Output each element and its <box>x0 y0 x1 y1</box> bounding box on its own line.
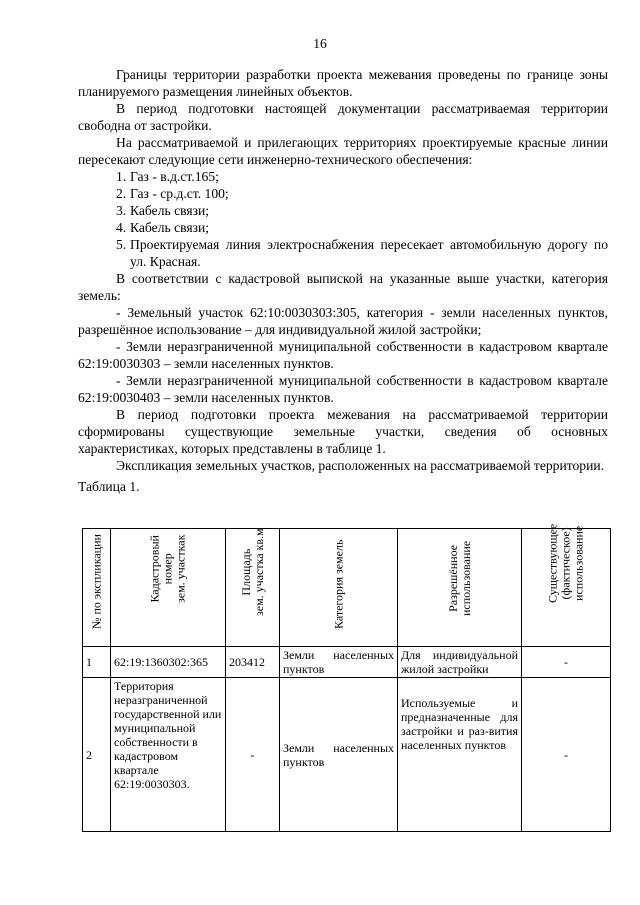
header-cell-permitted: Разрешённое использование <box>398 529 522 647</box>
header-cell-cadastral: Кадастровый номер зем. участкак <box>111 529 226 647</box>
table-row <box>83 678 611 832</box>
bullet-municipal-0030303: - Земли неразграниченной муниципальной собственности в кадастровом квартале 62:19:0030303 – земли населенных пунктов. <box>78 339 608 371</box>
cell-permitted: Для индивидуальной жилой застройки <box>398 647 522 678</box>
paragraph-category-intro: В соответствии с кадастровой выпиской на указанные выше участки, категория земель: <box>78 271 608 303</box>
table-row <box>83 647 611 678</box>
list-item: 2. Газ - ср.д.ст. 100; <box>116 186 229 201</box>
cell-number: 2 <box>83 678 111 832</box>
header-cell-area: Площадь зем. участка кв.м <box>226 529 280 647</box>
cell-cadastral: Территория неразграниченной государственной или муниципальной собственности в кадастровом квартале 62:19:0030303. <box>111 678 226 832</box>
paragraph-free-territory: В период подготовки настоящей документации рассматриваемая территории свободна от застройки. <box>78 101 608 133</box>
paragraph-boundaries: Границы территории разработки проекта межевания проведены по границе зоны планируемого размещения линейных объектов. <box>78 67 608 99</box>
cell-cadastral: 62:19:1360302:365 <box>111 647 226 678</box>
cell-area: 203412 <box>226 647 280 678</box>
paragraph-networks-intro: На рассматриваемой и прилегающих территориях проектируемые красные линии пересекают следующие сети инженерно-технического обеспечения: <box>78 135 608 167</box>
list-item: 5. Проектируемая линия электроснабжения пересекает автомобильную дорогу по ул. Красная. <box>116 237 608 269</box>
cell-existing: - <box>522 647 611 678</box>
cell-existing: - <box>522 678 611 832</box>
table-caption: Таблица 1. <box>78 479 140 494</box>
bullet-municipal-0030403: - Земли неразграниченной муниципальной собственности в кадастровом квартале 62:19:0030403 – земли населенных пунктов. <box>78 373 608 405</box>
page-number: 16 <box>313 36 327 51</box>
cell-category: Земли населенных пунктов <box>280 647 398 678</box>
list-item: 1. Газ - в.д.ст.165; <box>116 169 219 184</box>
cell-number: 1 <box>83 647 111 678</box>
table-header-row <box>83 529 611 647</box>
cell-category: Земли населенных пунктов <box>280 678 398 832</box>
list-item: 4. Кабель связи; <box>116 220 210 235</box>
cell-area: - <box>226 678 280 832</box>
document-body <box>78 66 608 495</box>
header-cell-number: № по экспликации <box>83 529 111 647</box>
list-item: 3. Кабель связи; <box>116 203 210 218</box>
paragraph-explication: Экспликация земельных участков, расположенных на рассматриваемой территории. <box>116 458 605 473</box>
bullet-land-plot: - Земельный участок 62:10:0030303:305, категория - земли населенных пунктов, разрешённое использование – для индивидуальной жилой застройки; <box>78 305 608 337</box>
paragraph-existing-plots: В период подготовки проекта межевания на рассматриваемой территории сформированы существующие земельные участки, сведения об основных характеристиках, которых представлены в таблице 1. <box>78 407 608 456</box>
header-cell-category: Категория земель <box>280 529 398 647</box>
networks-list <box>78 168 608 270</box>
explication-table <box>82 523 611 832</box>
cell-permitted: Используемые и предназначенные для застройки и раз-вития населенных пунктов <box>398 678 522 832</box>
header-cell-existing: Существующее (фактическое) использование <box>522 529 611 647</box>
